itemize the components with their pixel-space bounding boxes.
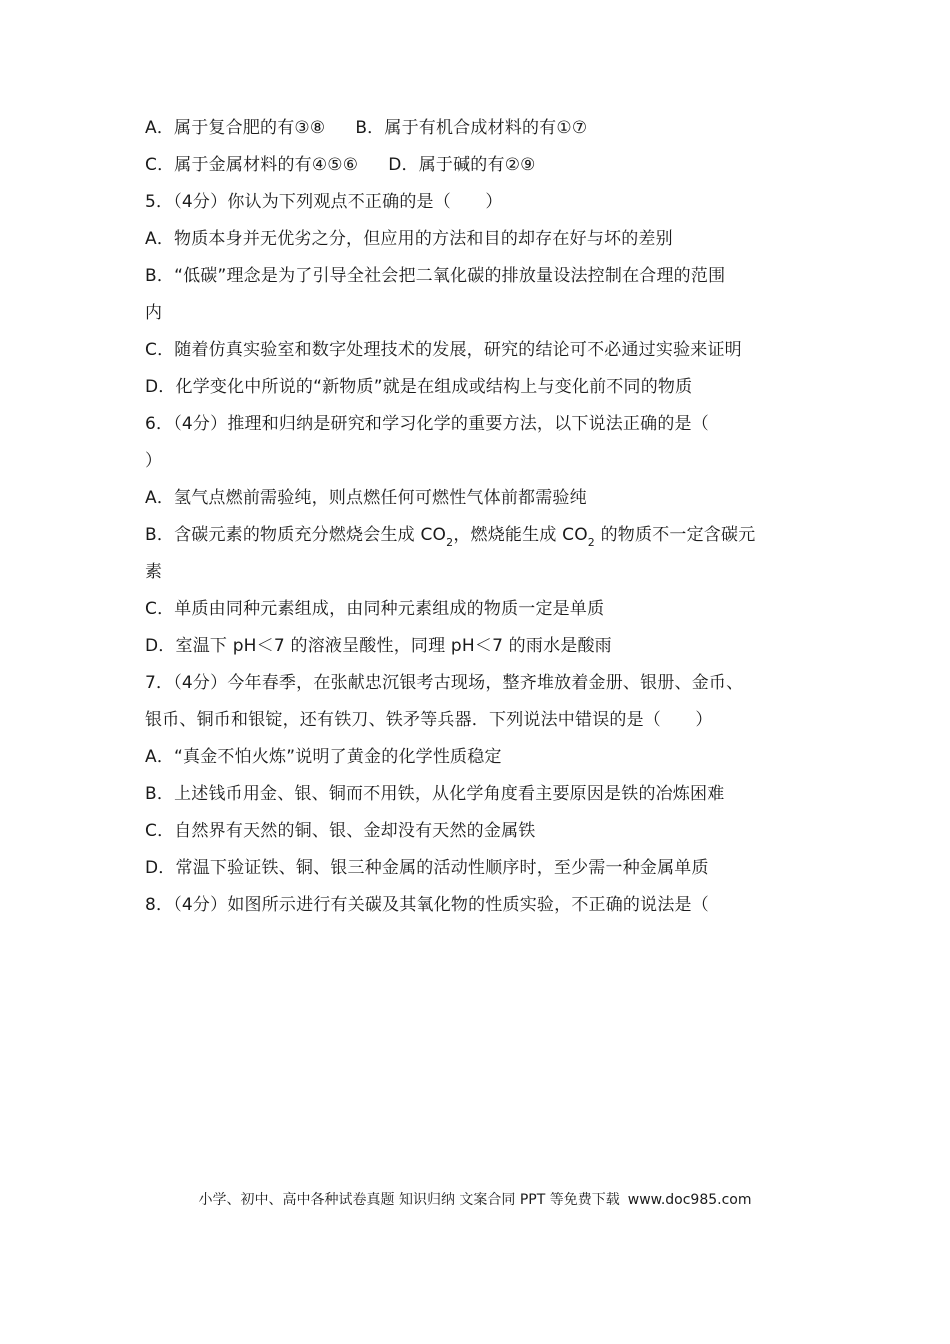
q7-option-a: A．“真金不怕火炼”说明了黄金的化学性质稳定 (145, 747, 502, 767)
q5-option-b-line-2: 内 (145, 303, 163, 323)
q7-stem-line-2: 银币、铜币和银锭，还有铁刀、铁矛等兵器．下列说法中错误的是（ ） (145, 710, 713, 730)
q8-stem: 8．（4分）如图所示进行有关碳及其氧化物的性质实验，不正确的说法是（ (145, 895, 709, 915)
q5-stem: 5．（4分）你认为下列观点不正确的是（ ） (145, 192, 503, 212)
q6-option-d: D．室温下 pH＜7 的溶液呈酸性，同理 pH＜7 的雨水是酸雨 (145, 636, 612, 656)
q4-option-d: D．属于碱的有②⑨ (388, 155, 536, 175)
q4-options-row-1 (145, 110, 825, 147)
q4-option-b: B．属于有机合成材料的有①⑦ (355, 118, 588, 138)
q6-option-c: C．单质由同种元素组成，由同种元素组成的物质一定是单质 (145, 599, 605, 619)
q7-option-d: D．常温下验证铁、铜、银三种金属的活动性顺序时，至少需一种金属单质 (145, 858, 709, 878)
q6-option-a: A．氢气点燃前需验纯，则点燃任何可燃性气体前都需验纯 (145, 488, 587, 508)
q7-option-c: C．自然界有天然的铜、银、金却没有天然的金属铁 (145, 821, 536, 841)
q6-option-b-subscript-1: 2 (446, 536, 454, 550)
q4-options-row-2 (145, 147, 825, 184)
q6-option-b-line-1 (145, 517, 825, 554)
q5-option-b-line-1: B．“低碳”理念是为了引导全社会把二氧化碳的排放量设法控制在合理的范围 (145, 266, 726, 286)
q5-option-c: C．随着仿真实验室和数字处理技术的发展，研究的结论可不必通过实验来证明 (145, 340, 742, 360)
q4-option-c: C．属于金属材料的有④⑤⑥ (145, 155, 359, 175)
exam-content (145, 110, 825, 924)
q6-stem-line-2: ） (145, 451, 163, 471)
q5-option-d: D．化学变化中所说的“新物质”就是在组成或结构上与变化前不同的物质 (145, 377, 693, 397)
q6-option-b-text-1: B．含碳元素的物质充分燃烧会生成 CO (145, 525, 447, 545)
q4-option-a: A．属于复合肥的有③⑧ (145, 118, 326, 138)
q7-option-b: B．上述钱币用金、银、铜而不用铁，从化学角度看主要原因是铁的冶炼困难 (145, 784, 725, 804)
page-footer (0, 1188, 950, 1212)
q7-stem-line-1: 7．（4分）今年春季，在张献忠沉银考古现场，整齐堆放着金册、银册、金币、 (145, 673, 744, 693)
q6-option-b-subscript-2: 2 (587, 536, 595, 550)
footer-text: 小学、初中、高中各种试卷真题 知识归纳 文案合同 PPT 等免费下载 (198, 1192, 620, 1208)
q5-option-a: A．物质本身并无优劣之分，但应用的方法和目的却存在好与坏的差别 (145, 229, 673, 249)
q6-option-b-text-3: 的物质不一定含碳元 (595, 525, 756, 545)
q6-option-b-text-2: ，燃烧能生成 CO (453, 525, 588, 545)
q6-stem-line-1: 6．（4分）推理和归纳是研究和学习化学的重要方法，以下说法正确的是（ (145, 414, 709, 434)
footer-url: www.doc985.com (627, 1192, 752, 1208)
q6-option-b-line-2: 素 (145, 562, 163, 582)
